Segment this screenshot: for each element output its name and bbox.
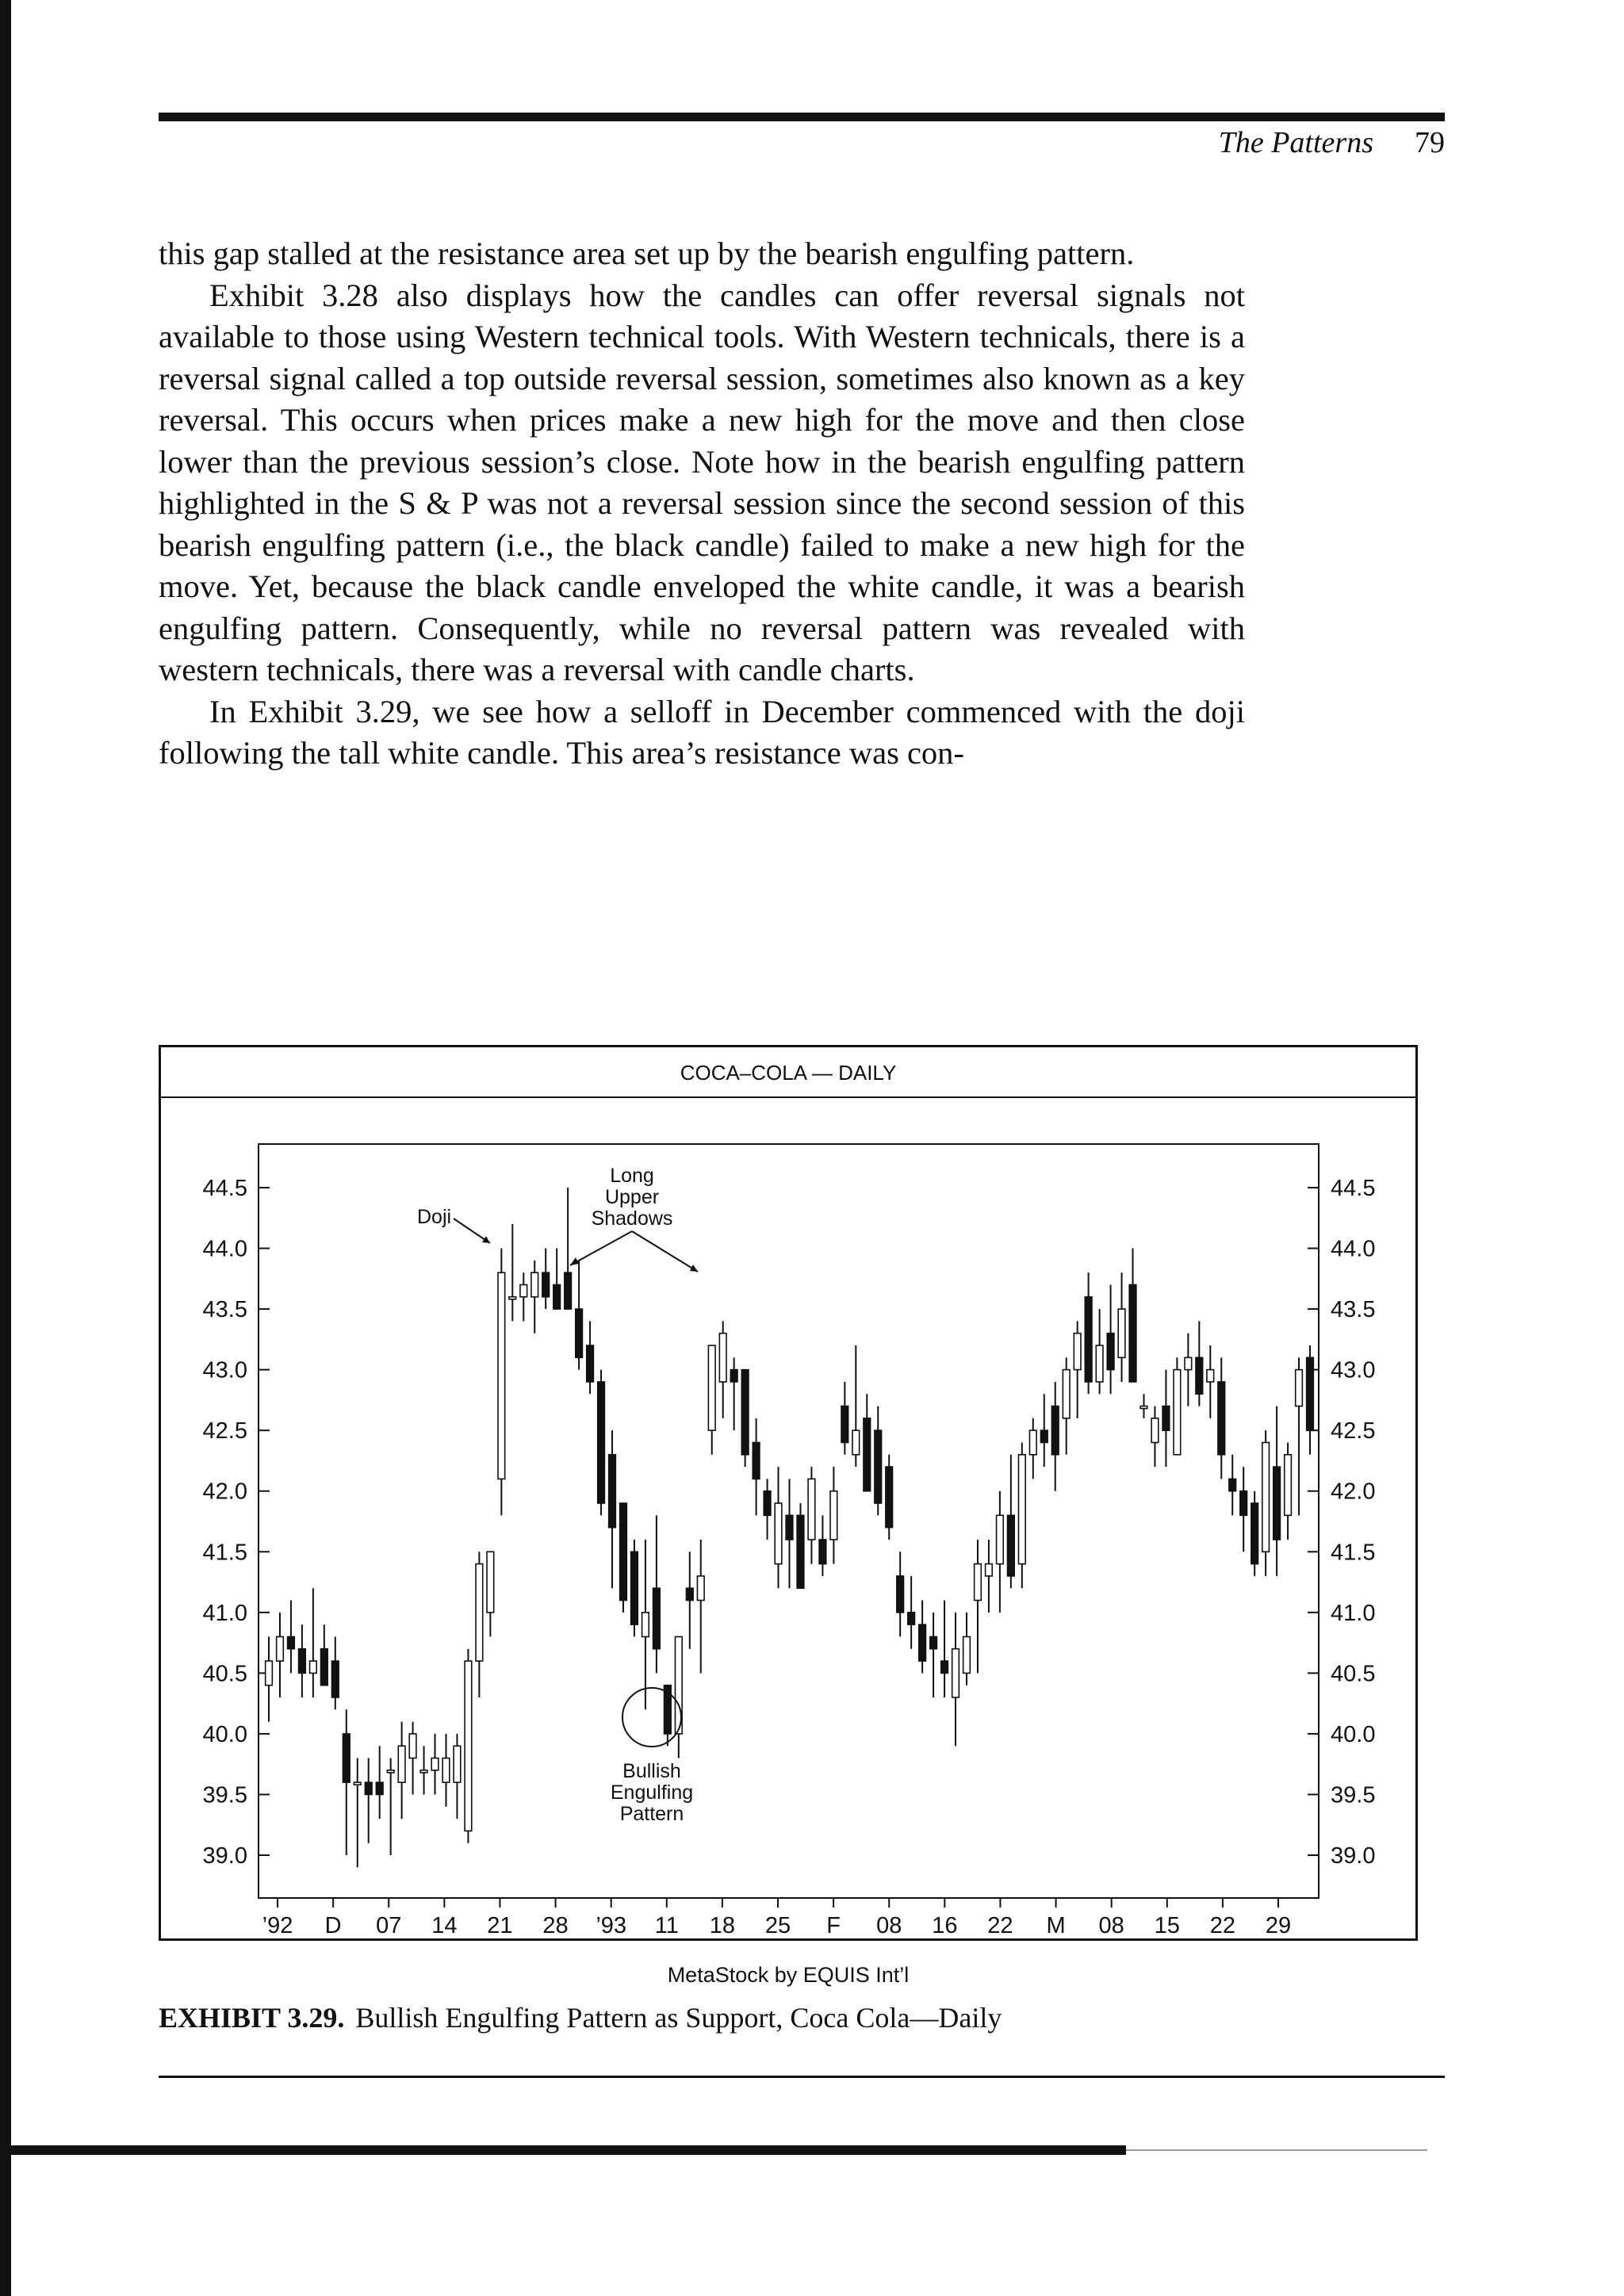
candle-body-black xyxy=(908,1613,915,1624)
candle xyxy=(465,1649,472,1843)
y-tick-label-left: 41.5 xyxy=(202,1540,247,1566)
y-tick-label-right: 41.0 xyxy=(1331,1600,1376,1626)
candle-body-black xyxy=(376,1782,383,1794)
y-tick-label-left: 40.5 xyxy=(202,1661,247,1687)
candle-body-black xyxy=(288,1636,295,1648)
x-tick-label: 21 xyxy=(487,1913,513,1938)
candle-body-white xyxy=(1174,1370,1181,1455)
y-tick-label-left: 43.5 xyxy=(202,1297,247,1323)
page-number: 79 xyxy=(1415,126,1445,159)
candle-body-black xyxy=(553,1284,561,1309)
candle-body-white xyxy=(487,1552,494,1613)
candle-body-white xyxy=(442,1758,450,1783)
candle-body-black xyxy=(941,1661,948,1673)
candle-body-black xyxy=(730,1370,737,1382)
x-tick-label: M xyxy=(1046,1913,1066,1938)
candle-body-black xyxy=(576,1309,583,1357)
y-tick-label-right: 40.0 xyxy=(1331,1721,1376,1747)
candle-body-black xyxy=(587,1345,594,1382)
candle-body-black xyxy=(1240,1491,1247,1516)
candle xyxy=(620,1503,627,1613)
candle-body-white xyxy=(830,1491,837,1540)
x-tick-label: 29 xyxy=(1265,1913,1292,1938)
candle-body-black xyxy=(841,1406,848,1443)
y-tick-label-left: 39.0 xyxy=(202,1843,247,1869)
x-tick-label: 11 xyxy=(654,1913,679,1938)
footer-rule xyxy=(159,2076,1445,2078)
caption-label: EXHIBIT 3.29. xyxy=(159,2002,345,2034)
candle-body-white xyxy=(531,1272,538,1297)
candle-body-black xyxy=(1218,1382,1225,1455)
x-tick-label: 08 xyxy=(1098,1913,1124,1938)
candle xyxy=(886,1455,893,1540)
candle-body-white xyxy=(509,1297,516,1299)
y-tick-label-left: 42.5 xyxy=(202,1418,247,1445)
candle-body-black xyxy=(864,1418,871,1491)
candle-body-black xyxy=(897,1576,904,1613)
candle xyxy=(1174,1357,1181,1454)
candle-body-black xyxy=(609,1455,616,1528)
candle-body-black xyxy=(930,1636,937,1648)
candle-body-white xyxy=(1018,1455,1025,1564)
chart-title: COCA–COLA — DAILY xyxy=(680,1061,897,1085)
x-tick-label: ’92 xyxy=(262,1913,293,1938)
y-tick-label-right: 42.0 xyxy=(1331,1479,1376,1505)
x-tick-label: 18 xyxy=(709,1913,736,1938)
y-tick-label-left: 44.5 xyxy=(202,1176,247,1201)
candle-body-white xyxy=(310,1661,317,1673)
candle-body-black xyxy=(1162,1406,1170,1431)
candle-body-black xyxy=(764,1491,771,1516)
candle-body-black xyxy=(1085,1297,1092,1382)
annotation-shadows-line-3: Shadows xyxy=(591,1207,673,1230)
paragraph-1: this gap stalled at the resistance area set up by the bearish engulfing pattern. xyxy=(159,235,1135,271)
candle-body-black xyxy=(343,1734,350,1782)
scanned-bottom-edge xyxy=(0,2145,1126,2155)
candle-body-white xyxy=(387,1770,394,1773)
candle-body-white xyxy=(476,1564,483,1661)
caption-text: Bullish Engulfing Pattern as Support, Coca Cola—Daily xyxy=(355,2002,1002,2034)
candle-body-white xyxy=(1063,1370,1070,1418)
candle-body-black xyxy=(1040,1430,1048,1442)
candlestick-chart xyxy=(159,1045,1418,1941)
candle-body-black xyxy=(1229,1479,1236,1490)
candle-body-black xyxy=(1051,1406,1059,1455)
candle-body-white xyxy=(520,1284,527,1296)
annotation-upper-line-2: Upper xyxy=(604,1186,660,1208)
candle-body-white xyxy=(1096,1345,1103,1382)
candle-body-black xyxy=(797,1515,804,1588)
y-tick-label-right: 43.0 xyxy=(1331,1357,1376,1383)
y-tick-label-right: 43.5 xyxy=(1331,1297,1376,1323)
running-head-title: The Patterns xyxy=(1218,126,1373,159)
x-tick-label: 22 xyxy=(1209,1913,1236,1938)
candle-body-white xyxy=(986,1564,993,1576)
candle-body-black xyxy=(565,1272,572,1309)
candle-body-black xyxy=(753,1442,760,1479)
x-tick-label: 22 xyxy=(987,1913,1013,1938)
candle-body-white xyxy=(952,1649,959,1697)
candle-body-white xyxy=(1029,1430,1036,1455)
candle-body-white xyxy=(1285,1455,1292,1516)
candle-body-black xyxy=(1307,1357,1314,1430)
candle-body-white xyxy=(1074,1334,1081,1370)
candle xyxy=(797,1503,804,1588)
candle-body-black xyxy=(542,1272,550,1297)
candle-body-white xyxy=(398,1746,405,1782)
candle-body-white xyxy=(420,1770,427,1773)
candle-body-white xyxy=(1185,1357,1192,1369)
candle-body-black xyxy=(1107,1334,1114,1370)
candle-body-black xyxy=(875,1430,882,1503)
y-tick-label-left: 39.5 xyxy=(202,1782,247,1808)
candle-body-black xyxy=(598,1382,605,1503)
candle-body-black xyxy=(1129,1284,1136,1381)
candle-body-black xyxy=(886,1467,893,1528)
x-tick-label: 15 xyxy=(1154,1913,1180,1938)
candle-body-black xyxy=(653,1588,661,1649)
x-tick-label: 16 xyxy=(932,1913,958,1938)
exhibit-chart xyxy=(159,1045,1418,1941)
y-tick-label-right: 39.0 xyxy=(1331,1843,1376,1869)
y-tick-label-right: 40.5 xyxy=(1331,1661,1376,1687)
x-tick-label: 14 xyxy=(431,1913,458,1938)
candle-body-white xyxy=(1140,1406,1147,1409)
candle-body-white xyxy=(1151,1418,1159,1443)
candle-body-white xyxy=(266,1661,273,1686)
x-tick-label: D xyxy=(324,1913,342,1938)
candle-body-white xyxy=(465,1661,472,1831)
annotation-bullish-line-1: Bullish xyxy=(622,1760,681,1782)
exhibit-caption xyxy=(159,2001,1002,2034)
candle-body-black xyxy=(321,1649,328,1686)
candle-body-black xyxy=(299,1649,306,1674)
candle-body-white xyxy=(997,1515,1004,1563)
candle-body-white xyxy=(1296,1370,1303,1406)
annotation-pattern-line-3: Pattern xyxy=(619,1803,684,1825)
candle-body-black xyxy=(365,1782,372,1794)
candle-body-white xyxy=(975,1564,982,1601)
candle-body-white xyxy=(1207,1370,1214,1382)
candle-body-white xyxy=(719,1334,726,1382)
x-tick-label: 08 xyxy=(876,1913,902,1938)
candle-body-white xyxy=(454,1746,461,1782)
y-tick-label-left: 43.0 xyxy=(202,1357,247,1383)
chart-outer-border xyxy=(160,1047,1417,1940)
x-tick-label: 07 xyxy=(376,1913,402,1938)
candle-body-white xyxy=(354,1782,361,1785)
candle-body-white xyxy=(498,1272,505,1479)
y-tick-label-right: 39.5 xyxy=(1331,1782,1376,1808)
candle-body-white xyxy=(1118,1309,1125,1357)
x-tick-label: 25 xyxy=(764,1913,791,1938)
body-text xyxy=(159,233,1245,775)
annotation-doji: Doji xyxy=(417,1206,452,1228)
candle-body-white xyxy=(697,1576,704,1601)
y-tick-label-right: 44.5 xyxy=(1331,1176,1376,1201)
y-tick-label-left: 41.0 xyxy=(202,1600,247,1626)
candle-body-black xyxy=(1008,1515,1015,1576)
candle-body-white xyxy=(808,1479,815,1540)
candle-body-white xyxy=(409,1734,416,1758)
candle-body-black xyxy=(331,1661,339,1697)
candle-body-black xyxy=(786,1515,793,1540)
candle-body-white xyxy=(852,1430,860,1455)
candle-body-black xyxy=(1251,1503,1258,1564)
y-tick-label-right: 44.0 xyxy=(1331,1236,1376,1262)
header-rule xyxy=(159,113,1445,121)
candle-body-white xyxy=(277,1636,284,1661)
x-tick-label: ’93 xyxy=(596,1913,627,1938)
candle xyxy=(631,1540,638,1636)
x-tick-label: F xyxy=(826,1913,841,1938)
scanned-binding-edge xyxy=(0,0,11,2296)
x-tick-label: 28 xyxy=(542,1913,569,1938)
candle xyxy=(598,1370,605,1516)
paragraph-2: Exhibit 3.28 also displays how the candles can offer reversal signals not available to those using Western technical tools. With Western technicals, there is a reversal signal called a top outside reversal session, sometimes also known as a key reversal. This occurs when prices make a new high for the move and then close lower than the previous session’s close. Note how in the bearish engulfing pattern highlighted in the S & P was not a reversal session since the second session of this bearish engulfing pattern (i.e., the black candle) failed to make a new high for the move. Yet, because the black candle enveloped the white candle, it was a bearish engulfing pattern. Consequently, while no reversal pattern was revealed with western technicals, there was a reversal with candle charts. xyxy=(159,277,1245,687)
y-tick-label-left: 40.0 xyxy=(202,1721,247,1747)
y-tick-label-right: 41.5 xyxy=(1331,1540,1376,1566)
y-tick-label-left: 42.0 xyxy=(202,1479,247,1505)
running-head xyxy=(1219,125,1445,160)
scanned-bottom-fade xyxy=(1126,2149,1427,2151)
candle-body-black xyxy=(741,1370,749,1455)
candle-body-white xyxy=(1262,1442,1270,1552)
chart-credit: MetaStock by EQUIS Int’l xyxy=(667,1963,910,1987)
candle-body-black xyxy=(919,1624,926,1661)
candle-body-black xyxy=(1274,1467,1281,1540)
y-tick-label-right: 42.5 xyxy=(1331,1418,1376,1445)
candle-body-white xyxy=(708,1345,715,1430)
y-tick-label-left: 44.0 xyxy=(202,1236,247,1262)
candle-body-white xyxy=(431,1758,439,1770)
candle-body-white xyxy=(963,1636,971,1673)
candle xyxy=(1251,1491,1258,1576)
candle-body-white xyxy=(642,1613,649,1637)
candle xyxy=(498,1249,505,1516)
candle-body-black xyxy=(819,1540,826,1564)
candle-body-black xyxy=(620,1503,627,1600)
candle-body-black xyxy=(631,1552,638,1624)
candle-body-black xyxy=(1196,1357,1203,1394)
paragraph-3: In Exhibit 3.29, we see how a selloff in December commenced with the doji following the tall white candle. This area’s resistance was con- xyxy=(159,693,1245,771)
annotation-engulfing-line-2: Engulfing xyxy=(610,1781,694,1804)
annotation-long-line-1: Long xyxy=(610,1165,654,1187)
candle-body-black xyxy=(686,1588,693,1600)
candle xyxy=(741,1370,749,1467)
candle-body-white xyxy=(775,1503,782,1564)
